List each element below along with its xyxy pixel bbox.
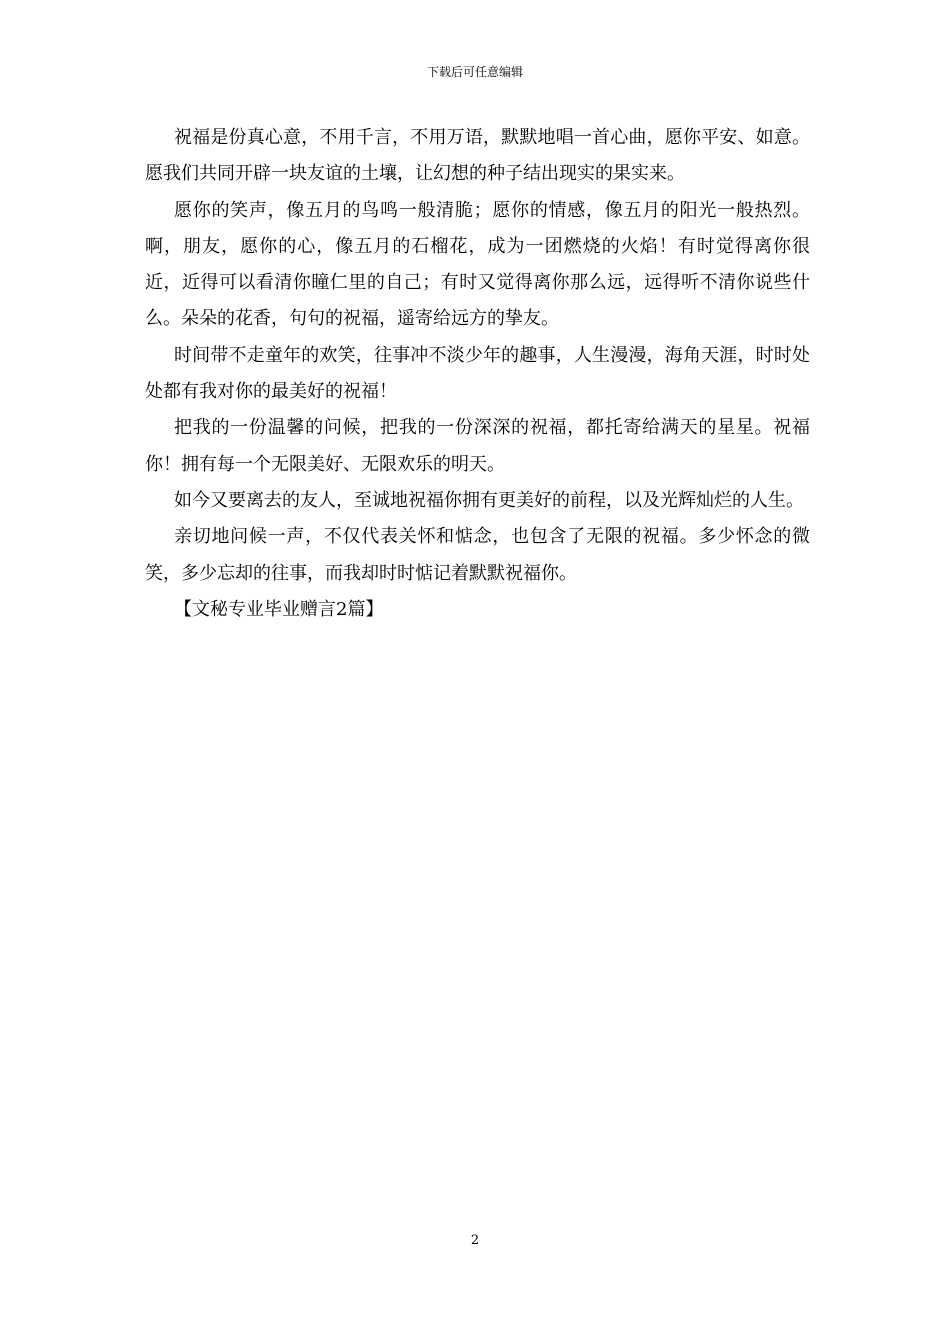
document-body xyxy=(145,120,810,628)
paragraph-6: 亲切地问候一声，不仅代表关怀和惦念，也包含了无限的祝福。多少怀念的微笑，多少忘却的往事，而我却时时惦记着默默祝福你。 xyxy=(145,526,810,584)
section-heading: 【文秘专业毕业赠言2篇】 xyxy=(174,598,384,620)
page-number: 2 xyxy=(470,1233,480,1248)
page-header: 下载后可任意编辑 xyxy=(426,65,523,79)
paragraph-3: 时间带不走童年的欢笑，往事冲不淡少年的趣事，人生漫漫，海角天涯，时时处处都有我对你的最美好的祝福！ xyxy=(145,344,810,403)
paragraph-5: 如今又要离去的友人，至诚地祝福你拥有更美好的前程，以及光辉灿烂的人生。 xyxy=(174,489,804,511)
paragraph-2: 愿你的笑声，像五月的鸟鸣一般清脆；愿你的情感，像五月的阳光一般热烈。啊，朋友，愿你的心，像五月的石榴花，成为一团燃烧的火焰！有时觉得离你很近，近得可以看清你瞳仁里的自己；有时又觉得离你那么远，远得听不清你说些什么。朵朵的花香，句句的祝福，遥寄给远方的挚友。 xyxy=(145,199,810,330)
paragraph-1: 祝福是份真心意，不用千言，不用万语，默默地唱一首心曲，愿你平安、如意。愿我们共同开辟一块友谊的土壤，让幻想的种子结出现实的果实来。 xyxy=(145,127,810,185)
paragraph-4: 把我的一份温馨的问候，把我的一份深深的祝福，都托寄给满天的星星。祝福你！拥有每一个无限美好、无限欢乐的明天。 xyxy=(145,417,810,475)
